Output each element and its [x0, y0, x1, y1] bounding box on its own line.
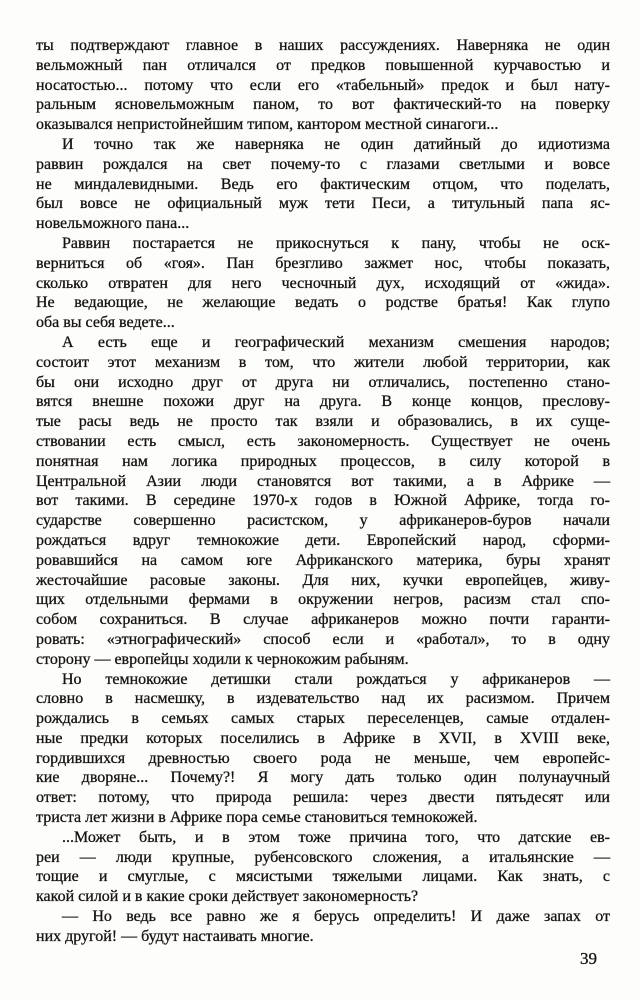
text-line: Не ведающие, не желающие ведать о родстве братья! Как глупо [36, 294, 610, 312]
text-line: сударстве совершенно расистском, у африканеров-буров начали [36, 512, 610, 530]
text-line: носатостью... потому что если его «табельный» предок и был нату- [36, 76, 610, 94]
text-line: словно в насмешку, в издевательство над их расизмом. Причем [36, 690, 610, 708]
page-text [36, 36, 610, 947]
text-line: рождались в семьях самых старых переселенцев, самые отдален- [36, 710, 610, 728]
text-line: понятная нам логика природных процессов, в силу которой в [36, 452, 610, 470]
text-line: вельможный пан отличался от предков повышенной курчавостью и [36, 56, 610, 74]
text-line: триста лет жизни в Африке пора семье становиться темнокожей. [36, 809, 478, 827]
text-line: ответ: потому, что природа решила: через двести пятьдесят или [36, 789, 610, 807]
text-line: не миндалевидными. Ведь его фактическим отцом, что поделать, [36, 175, 610, 193]
text-line: жесточайшие расовые законы. Для них, кучки европейцев, живу- [36, 571, 610, 589]
text-line: ровать: «этнографический» способ если и «работал», то в одну [36, 630, 610, 648]
text-line: вот такими. В середине 1970-х годов в Южной Африке, тогда го- [36, 492, 610, 510]
text-line: Центральной Азии люди становятся вот такими, а в Африке — [36, 472, 610, 490]
text-line: рождаться вдруг темнокожие дети. Европейский народ, сформи- [36, 531, 610, 549]
text-line: новельможного пана... [36, 215, 190, 233]
text-line: состоит этот механизм в том, что жители любой территории, как [36, 353, 610, 371]
text-line: них другой! — будут настаивать многие. [36, 927, 314, 945]
text-line: реи — люди крупные, рубенсовского сложения, а итальянские — [36, 848, 610, 866]
page-number: 39 [580, 949, 597, 968]
text-line: тые расы ведь не просто так взяли и образовались, в их суще- [36, 413, 610, 431]
text-line: тощие и смуглые, с мясистыми тяжелыми лицами. Как знать, с [36, 868, 610, 886]
text-line: щих отдельными фермами в окружении негров, расизм стал спо- [36, 591, 610, 609]
text-line: — Но ведь все равно же я берусь определить! И даже запах от [62, 908, 610, 926]
text-line: раввин рождался на свет почему-то с глазами светлыми и вовсе [36, 155, 610, 173]
text-line: ствовании есть смысл, есть закономерность. Существует не очень [36, 432, 610, 450]
text-line: ты подтверждают главное в наших рассуждениях. Наверняка не один [36, 37, 610, 54]
text-line: оба вы себя ведете... [36, 314, 175, 332]
text-line: бы они исходно друг от друга ни отличались, постепенно стано- [36, 373, 610, 391]
text-line: был вовсе не официальный муж тети Песи, а титульный папа яс- [36, 195, 610, 213]
text-line: И точно так же наверняка не один датийный до идиотизма [62, 135, 610, 153]
text-line: Но темнокожие детишки стали рождаться у африканеров — [62, 670, 610, 688]
text-line: ...Может быть, и в этом тоже причина того, что датские ев- [62, 828, 610, 846]
text-line: какой силой и в какие сроки действует закономерность? [36, 888, 419, 906]
text-line: Раввин постарается не прикоснуться к пану, чтобы не оск- [62, 234, 610, 252]
text-line: оказывался непристойнейшим типом, кантором местной синагоги... [36, 116, 499, 134]
text-line: А есть еще и географический механизм смешения народов; [62, 333, 610, 351]
text-line: вятся внешне похожи друг на друга. В конце концов, преслову- [36, 393, 610, 411]
text-line: верниться об «гоя». Пан брезгливо зажмет нос, чтобы показать, [36, 254, 610, 272]
text-line: ровавшийся на самом юге Африканского материка, буры хранят [36, 551, 610, 569]
text-line: ральным ясновельможным паном, то вот фактический-то на поверку [36, 96, 610, 114]
text-line: сколько отвратен для него чесночный дух, исходящий от «жида». [36, 274, 610, 292]
text-line: собом сохраниться. В случае африканеров можно почти гаранти- [36, 611, 610, 629]
text-line: сторону — европейцы ходили к чернокожим рабыням. [36, 650, 409, 668]
text-line: ные предки которых поселились в Африке в XVII, в XVIII веке, [36, 729, 610, 747]
text-line: гордившихся древностью своего рода не меньше, чем европейс- [36, 749, 610, 767]
text-line: кие дворяне... Почему?! Я могу дать только один полунаучный [36, 769, 610, 787]
